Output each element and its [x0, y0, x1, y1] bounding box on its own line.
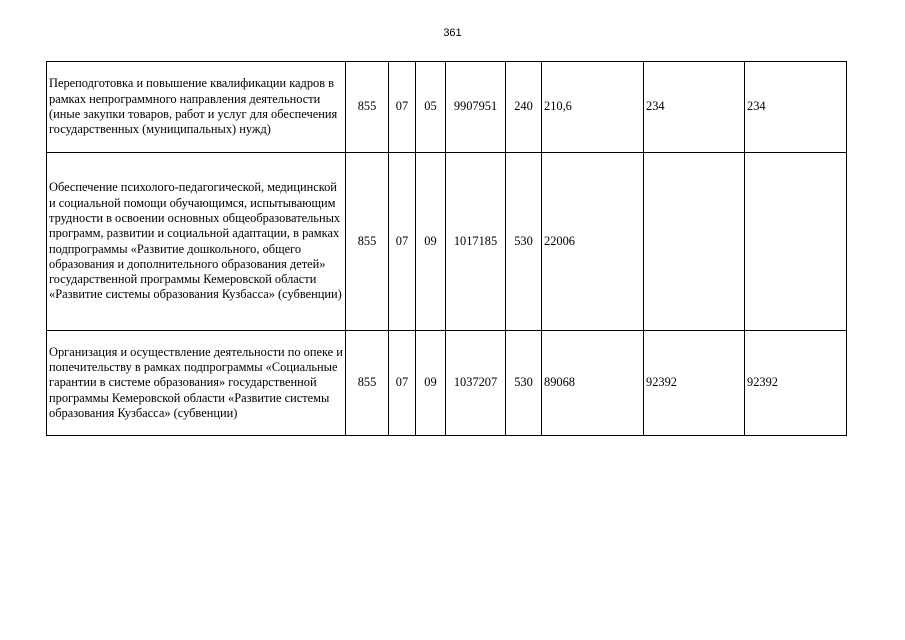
expense-type-code: 240	[506, 62, 542, 153]
amount-year-1: 210,6	[542, 62, 644, 153]
expense-type-code: 530	[506, 331, 542, 436]
subsection-code: 05	[416, 62, 446, 153]
ministry-code: 855	[346, 331, 389, 436]
page-number: 361	[443, 27, 462, 39]
target-code: 9907951	[446, 62, 506, 153]
amount-year-3	[745, 153, 847, 331]
expense-type-code: 530	[506, 153, 542, 331]
ministry-code: 855	[346, 153, 389, 331]
section-code: 07	[389, 331, 416, 436]
row-description: Организация и осуществление деятельности по опеке и попечительству в рамках подпрограммы «Социальные гарантии в системе образования» государственной программы Кемеровской области «Развитие системы образования Кузбасса» (субвенции)	[47, 331, 346, 436]
row-description: Обеспечение психолого-педагогической, медицинской и социальной помощи обучающимся, испытывающим трудности в освоении основных общеобразовательных программ, развитии и социальной адаптации, в рамках подпрограммы «Развитие дошкольного, общего образования и дополнительного образования детей» государственной программы Кемеровской области «Развитие системы образования Кузбасса» (субвенции)	[47, 153, 346, 331]
subsection-code: 09	[416, 153, 446, 331]
table-row	[47, 153, 847, 331]
amount-year-1: 22006	[542, 153, 644, 331]
budget-table	[46, 61, 847, 436]
table-row	[47, 62, 847, 153]
table-row	[47, 331, 847, 436]
ministry-code: 855	[346, 62, 389, 153]
section-code: 07	[389, 62, 416, 153]
amount-year-3: 92392	[745, 331, 847, 436]
amount-year-2: 92392	[644, 331, 745, 436]
amount-year-3: 234	[745, 62, 847, 153]
subsection-code: 09	[416, 331, 446, 436]
target-code: 1037207	[446, 331, 506, 436]
amount-year-2	[644, 153, 745, 331]
section-code: 07	[389, 153, 416, 331]
amount-year-2: 234	[644, 62, 745, 153]
target-code: 1017185	[446, 153, 506, 331]
row-description: Переподготовка и повышение квалификации кадров в рамках непрограммного направления деятельности (иные закупки товаров, работ и услуг для обеспечения государственных (муниципальных) нужд)	[47, 62, 346, 153]
amount-year-1: 89068	[542, 331, 644, 436]
